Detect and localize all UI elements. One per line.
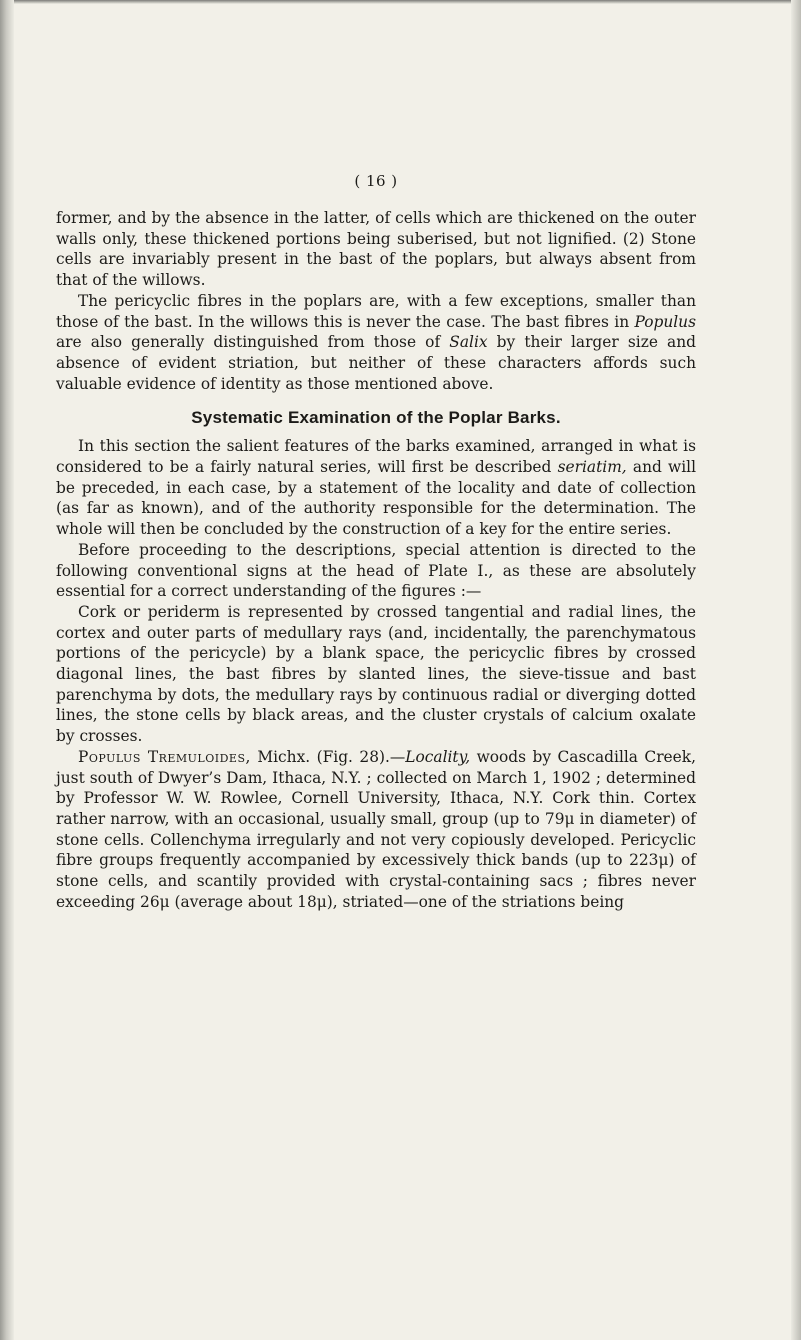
italic-locality: Locality, xyxy=(405,747,471,766)
text-run: are also generally distinguished from those of xyxy=(56,333,450,352)
paragraph-section-intro xyxy=(56,436,696,540)
text-run: In this section the salient features of the barks examined, arranged in what is considered to be a fairly natural series, will first be described xyxy=(56,437,696,477)
italic-genus-populus: Populus xyxy=(634,312,696,331)
paragraph-pericyclic-fibres xyxy=(56,291,696,395)
paragraph-before-proceeding: Before proceeding to the descriptions, special attention is directed to the following conventional signs at the head of Plate I., as these are absolutely essential for a correct understanding of the figures :— xyxy=(56,540,696,601)
text-run: Michx. (Fig. 28).— xyxy=(250,747,406,766)
document-page xyxy=(56,172,696,913)
paragraph-conventional-signs: Cork or periderm is represented by crossed tangential and radial lines, the cortex and outer parts of medullary rays (and, incidentally, the parenchymatous portions of the pericycle) by a blank space, the pericyclic fibres by crossed diagonal lines, the bast fibres by slanted lines, the sieve-tissue and bast parenchyma by dots, the medullary rays by continuous radial or diverging dotted lines, the stone cells by black areas, and the cluster crystals of calcium oxalate by crosses. xyxy=(56,602,696,746)
text-run: The pericyclic fibres in the poplars are, with a few exceptions, smaller than those of the bast. In the willows this is never the case. The bast fibres in xyxy=(56,291,696,331)
text-run: woods by Cascadilla Creek, just south of Dwyer’s Dam, Ithaca, N.Y. ; collected on March 1, 1902 ; determined by Professor W. W. Rowlee, Cornell University, Ithaca, N.Y. Cork thin. Cortex rather narrow, with an occasional, usually small, group (up to 79μ in diameter) of stone cells. Collenchyma irregularly and not very copiously developed. Pericyclic fibre groups frequently accompanied by excessively thick bands (up to 223μ) of stone cells, and scantily provided with crystal-containing sacs ; fibres never exceeding 26μ (average about 18μ), striated—one of the striations being xyxy=(56,747,696,911)
section-heading: Systematic Examination of the Poplar Barks. xyxy=(191,408,561,428)
scan-edge-left xyxy=(0,0,14,1340)
paragraph-populus-tremuloides xyxy=(56,747,696,913)
italic-genus-salix: Salix xyxy=(449,333,488,352)
page-number: ( 16 ) xyxy=(354,172,398,190)
paragraph-continuation: former, and by the absence in the latter, of cells which are thickened on the outer walls only, these thickened portions being suberised, but not lignified. (2) Stone cells are invariably present in the bast of the poplars, but always absent from that of the willows. xyxy=(56,209,696,290)
italic-seriatim: seriatim, xyxy=(557,458,627,477)
text-run: and will be preceded, in each case, by a statement of the locality and date of collection (as far as known), and of the authority responsible for the determination. The whole will then be concluded by the construction of a key for the entire series. xyxy=(56,458,696,539)
scan-edge-right xyxy=(791,0,801,1340)
text-run: by their larger size and absence of evident striation, but neither of these characters affords such valuable evidence of identity as those mentioned above. xyxy=(56,333,696,393)
scan-edge-top xyxy=(0,0,801,4)
species-name: Populus Tremuloides, xyxy=(78,747,251,766)
